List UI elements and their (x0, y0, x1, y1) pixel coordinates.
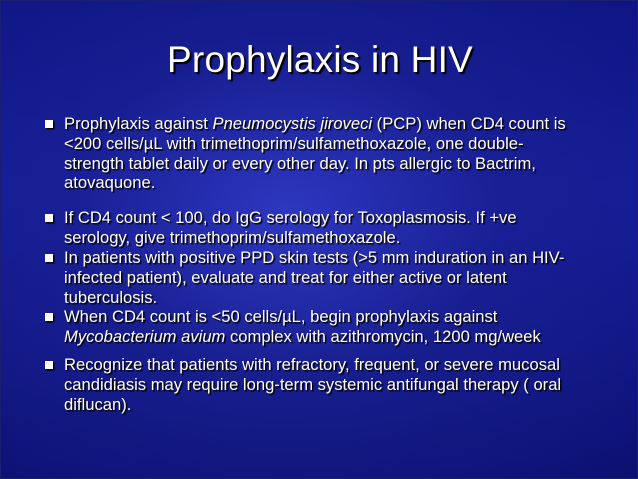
bullet-line: serology, give trimethoprim/sulfamethoxazole. (64, 227, 401, 247)
text-run: Prophylaxis against (64, 114, 213, 133)
bullet-line: When CD4 count is <50 cells/µL, begin prophylaxis against (64, 307, 498, 326)
bullet-line: tuberculosis. (64, 287, 158, 307)
bullet-line: diflucan). (64, 394, 132, 414)
slide-title: Prophylaxis in HIV (167, 39, 473, 80)
bullet-line (64, 327, 619, 347)
square-bullet-icon (45, 361, 53, 369)
bullet-text (64, 307, 619, 347)
bullet-line: If CD4 count < 100, do IgG serology for Toxoplasmosis. If +ve (64, 208, 517, 227)
square-bullet-icon (45, 214, 53, 222)
bullet-line: In patients with positive PPD skin tests (>5 mm induration in an HIV- (64, 248, 565, 267)
bullet-text (64, 114, 619, 193)
bullet-line: strength tablet daily or every other day. In pts allergic to Bactrim, (64, 153, 536, 173)
bullet-line: atovaquone. (64, 173, 156, 193)
bullet-line: infected patient), evaluate and treat for either active or latent (64, 267, 507, 287)
bullet-line (64, 114, 619, 134)
bullet-line: <200 cells/µL with trimethoprim/sulfamethoxazole, one double- (64, 133, 524, 153)
text-run: complex with azithromycin, 1200 mg/week (225, 326, 541, 346)
square-bullet-icon (45, 120, 53, 128)
square-bullet-icon (45, 313, 53, 321)
italic-term: Pneumocystis jiroveci (212, 114, 373, 133)
bullet-text (64, 355, 619, 414)
italic-term: Mycobacterium avium (64, 326, 226, 346)
bullet-text (64, 208, 619, 248)
bullet-text (64, 248, 619, 307)
bullet-line: Recognize that patients with refractory, frequent, or severe mucosal (64, 355, 560, 374)
text-run: (PCP) when CD4 count is (372, 114, 566, 133)
square-bullet-icon (45, 254, 53, 262)
bullet-line: candidiasis may require long-term systemic antifungal therapy ( oral (64, 374, 562, 394)
